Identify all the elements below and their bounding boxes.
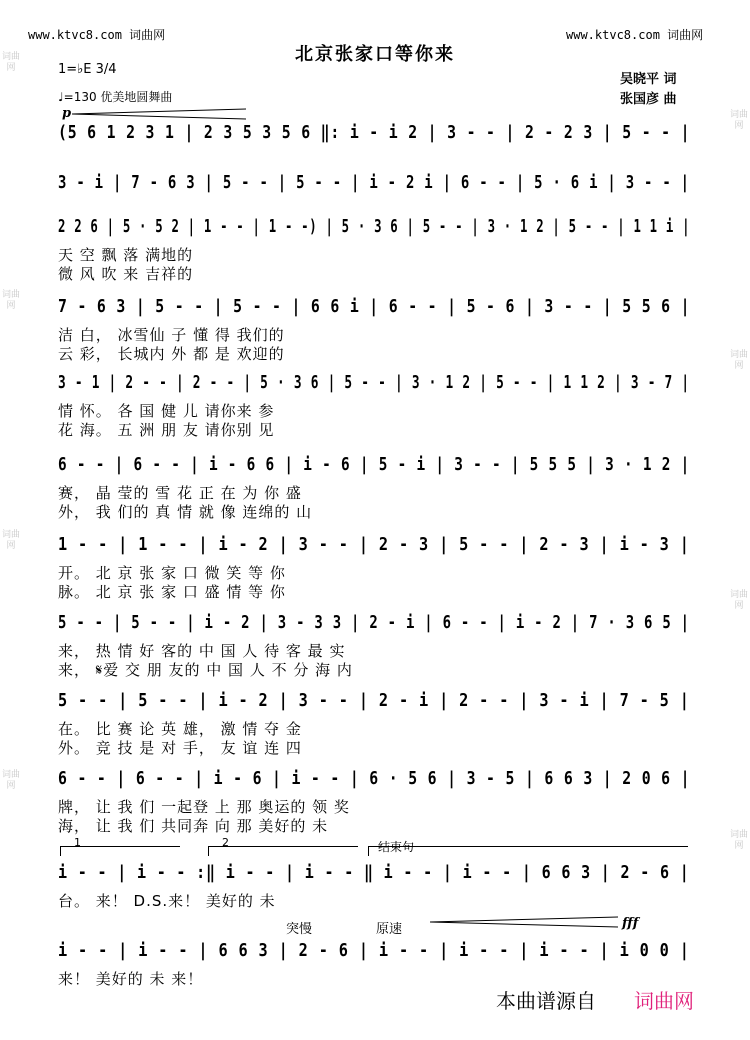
lyric-line: 花 海。 五 洲 朋 友 请你别 见 [58,421,275,439]
lyric-line: 牌， 让 我 们 一起登 上 那 奥运的 领 奖 [58,798,350,816]
notation-line: 6 - - | 6 - - | i - 6 | i - - | 6 · 5 6 | 3 - 5 | 6 6 3 | 2 0 6 | [58,768,691,789]
notation-line: 7 - 6 3 | 5 - - | 5 - - | 6 6 i | 6 - - | 5 - 6 | 3 - - | 5 5 6 | [58,296,691,317]
side-watermark: 词曲网 [730,830,749,851]
lyric-line: 云 彩， 长城内 外 都 是 欢迎的 [58,345,285,363]
dynamic-piano: p [62,106,72,121]
staff-row [58,172,690,198]
crescendo-hairpin-end [430,916,620,928]
side-watermark: 词曲网 [730,110,749,131]
site-watermark-left: www.ktvc8.com 词曲网 [28,28,166,42]
lyric-line: 台。 来！ D.S.来！ 美好的 未 [58,892,276,910]
lyric-line: 赛， 晶 莹的 雪 花 正 在 为 你 盛 [58,484,302,502]
side-watermark: 词曲网 [2,770,21,791]
lyric-line: 外。 竞 技 是 对 手， 友 谊 连 四 [58,739,302,757]
volta-bracket-2 [208,846,358,848]
notation-line: i - - | i - - | 6 6 3 | 2 - 6 | i - - | i - - | i - - | i 0 0 | [58,940,690,961]
lyric-line: 脉。 北 京 张 家 口 盛 情 等 你 [58,583,286,601]
notation-line: 3 - 1 | 2 - - | 2 - - | 5 · 3 6 | 5 - - | 3 · 1 2 | 5 - - | 1 1 2 | 3 - 7 | [58,372,690,393]
staff-row [58,862,690,888]
lyric-line: 海， 让 我 们 共同奔 向 那 美好的 未 [58,817,329,835]
staff-row [58,296,690,322]
tempo-marking: ♩=130 优美地圆舞曲 [58,90,173,104]
notation-line: 1 - - | 1 - - | i - 2 | 3 - - | 2 - 3 | 5 - - | 2 - 3 | i - 3 | [58,534,690,555]
notation-line: 2 2 6 | 5 · 5 2 | 1 - - | 1 - -) | 5 · 3 6 | 5 - - | 3 · 1 2 | 5 - - | 1 1 i | [58,216,691,237]
lyric-line: 来， 热 情 好 客的 中 国 人 待 客 最 实 [58,642,346,660]
a-tempo-marking: 原速 [376,922,403,937]
lyric-line: 开。 北 京 张 家 口 微 笑 等 你 [58,564,286,582]
lyric-line: 外， 我 们的 真 情 就 像 连绵的 山 [58,503,313,521]
staff-row [58,534,690,560]
ending-label: 结束句 [378,840,415,854]
volta-1-label: 1 [74,836,81,849]
footer-source: 本曲谱源自 [496,989,596,1013]
staff-row [58,768,690,794]
ritard-marking: 突慢 [286,922,313,937]
volta-2-label: 2 [222,836,229,849]
ending-bracket-hook [368,846,369,856]
staff-row [58,612,690,638]
staff-row [58,940,690,966]
notation-line: 3 - i | 7 - 6 3 | 5 - - | 5 - - | i - 2 i | 6 - - | 5 · 6 i | 3 - - | [58,172,690,193]
lyric-line: 天 空 飘 落 满地的 [58,246,194,264]
crescendo-hairpin [72,108,248,120]
staff-row [58,216,690,242]
lyricist-credit: 吴晓平 词 [620,72,677,87]
song-title: 北京张家口等你来 [295,44,455,65]
side-watermark: 词曲网 [2,290,21,311]
volta-bracket-2-hook [208,846,209,856]
key-signature: 1=♭E 3/4 [58,62,117,77]
notation-line: 6 - - | 6 - - | i - 6 6 | i - 6 | 5 - i | 3 - - | 5 5 5 | 3 · 1 2 | [58,454,691,475]
staff-row [58,122,690,148]
lyric-line: 来， 𝄋爱 交 朋 友的 中 国 人 不 分 海 内 [58,661,353,679]
side-watermark: 词曲网 [730,590,749,611]
side-watermark: 词曲网 [2,52,21,73]
notation-line: i - - | i - - :‖ i - - | i - - ‖ i - - | i - - | 6 6 3 | 2 - 6 | [58,862,690,883]
composer-credit: 张国彦 曲 [620,92,677,107]
lyric-line: 微 风 吹 来 吉祥的 [58,265,194,283]
ending-bracket [368,846,688,848]
staff-row [58,372,690,398]
footer-brand: 词曲网 [634,989,694,1013]
site-watermark-right: www.ktvc8.com 词曲网 [566,28,704,42]
side-watermark: 词曲网 [2,530,21,551]
lyric-line: 在。 比 赛 论 英 雄， 激 情 夺 金 [58,720,302,738]
lyric-line: 来！ 美好的 未 来！ [58,970,204,988]
notation-line: 5 - - | 5 - - | i - 2 | 3 - - | 2 - i | 2 - - | 3 - i | 7 - 5 | [58,690,690,711]
staff-row [58,454,690,480]
notation-line: 5 - - | 5 - - | i - 2 | 3 - 3 3 | 2 - i | 6 - - | i - 2 | 7 · 3 6 5 | [58,612,690,633]
side-watermark: 词曲网 [730,350,749,371]
dynamic-fortississimo: fff [622,916,639,931]
staff-row [58,690,690,716]
volta-bracket-1-hook [60,846,61,856]
lyric-line: 洁 白， 冰雪仙 子 懂 得 我们的 [58,326,285,344]
notation-line: (5 6 1 2 3 1 | 2 3 5 3 5 6 ‖: i - i 2 | 3 - - | 2 - 2 3 | 5 - - | [58,122,691,143]
lyric-line: 情 怀。 各 国 健 儿 请你来 参 [58,402,275,420]
